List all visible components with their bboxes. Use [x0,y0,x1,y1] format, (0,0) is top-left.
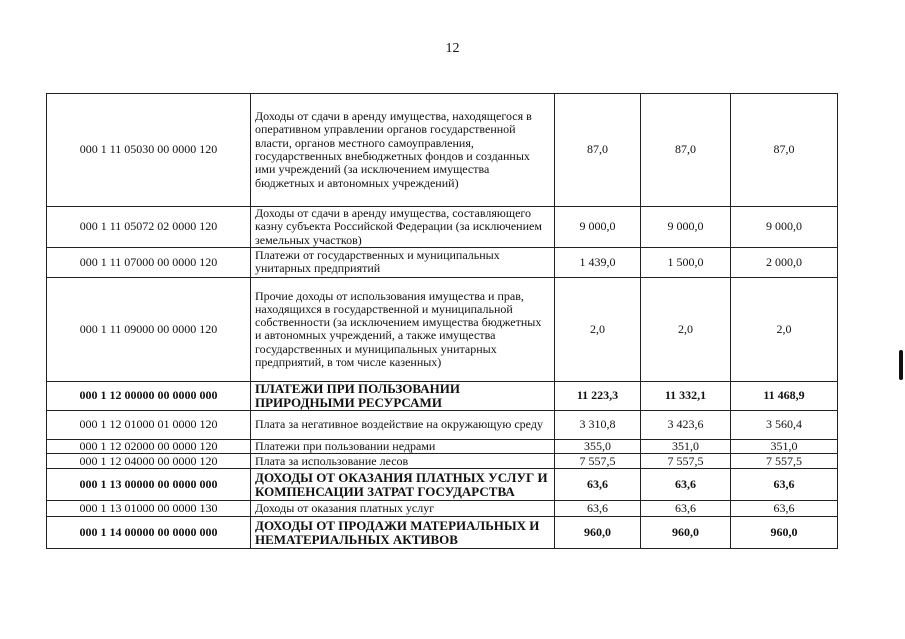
value-year-3: 11 468,9 [731,381,838,410]
budget-code: 000 1 11 05030 00 0000 120 [47,94,251,207]
value-year-3: 2,0 [731,277,838,381]
value-year-3: 960,0 [731,517,838,549]
table-row [47,207,838,248]
value-year-2: 960,0 [641,517,731,549]
budget-code: 000 1 13 00000 00 0000 000 [47,469,251,501]
table-row [47,247,838,277]
value-year-2: 87,0 [641,94,731,207]
value-year-1: 63,6 [555,469,641,501]
value-year-2: 9 000,0 [641,207,731,248]
income-name: Доходы от оказания платных услуг [251,501,555,517]
table-row [47,439,838,453]
income-name: ПЛАТЕЖИ ПРИ ПОЛЬЗОВАНИИ ПРИРОДНЫМИ РЕСУРСАМИ [251,381,555,410]
value-year-3: 351,0 [731,439,838,453]
value-year-2: 63,6 [641,501,731,517]
value-year-1: 3 310,8 [555,410,641,439]
binding-mark [899,350,903,380]
table-row [47,517,838,549]
value-year-1: 63,6 [555,501,641,517]
value-year-1: 87,0 [555,94,641,207]
page-number: 12 [445,41,460,56]
table-row [47,94,838,207]
value-year-2: 3 423,6 [641,410,731,439]
value-year-2: 2,0 [641,277,731,381]
table-row [47,501,838,517]
value-year-3: 9 000,0 [731,207,838,248]
income-name: Плата за использование лесов [251,454,555,469]
table-row [47,410,838,439]
value-year-3: 63,6 [731,501,838,517]
value-year-1: 7 557,5 [555,454,641,469]
table-row [47,469,838,501]
value-year-2: 11 332,1 [641,381,731,410]
value-year-1: 11 223,3 [555,381,641,410]
budget-code: 000 1 12 01000 01 0000 120 [47,410,251,439]
value-year-2: 7 557,5 [641,454,731,469]
value-year-1: 355,0 [555,439,641,453]
table-row [47,277,838,381]
budget-code: 000 1 13 01000 00 0000 130 [47,501,251,517]
value-year-1: 2,0 [555,277,641,381]
value-year-1: 9 000,0 [555,207,641,248]
income-name: Доходы от сдачи в аренду имущества, составляющего казну субъекта Российской Федерации (за исключением земельных участков) [251,207,555,248]
income-name: ДОХОДЫ ОТ ПРОДАЖИ МАТЕРИАЛЬНЫХ И НЕМАТЕРИАЛЬНЫХ АКТИВОВ [251,517,555,549]
income-name: Платежи при пользовании недрами [251,439,555,453]
table-row [47,381,838,410]
budget-code: 000 1 12 02000 00 0000 120 [47,439,251,453]
table-row [47,454,838,469]
value-year-2: 63,6 [641,469,731,501]
budget-code: 000 1 12 00000 00 0000 000 [47,381,251,410]
value-year-3: 87,0 [731,94,838,207]
income-name: Платежи от государственных и муниципальных унитарных предприятий [251,247,555,277]
value-year-3: 63,6 [731,469,838,501]
revenue-table [46,93,838,549]
value-year-3: 2 000,0 [731,247,838,277]
income-name: Прочие доходы от использования имущества и прав, находящихся в государственной и муниципальной собственности (за исключением имущества бюджетных и автономных учреждений, а также имущества государственных и муниципальных унитарных предприятий, в том числе казенных) [251,277,555,381]
value-year-3: 7 557,5 [731,454,838,469]
budget-code: 000 1 12 04000 00 0000 120 [47,454,251,469]
value-year-1: 1 439,0 [555,247,641,277]
value-year-2: 351,0 [641,439,731,453]
value-year-3: 3 560,4 [731,410,838,439]
budget-code: 000 1 11 05072 02 0000 120 [47,207,251,248]
value-year-1: 960,0 [555,517,641,549]
value-year-2: 1 500,0 [641,247,731,277]
income-name: Плата за негативное воздействие на окружающую среду [251,410,555,439]
income-name: Доходы от сдачи в аренду имущества, находящегося в оперативном управлении органов государственной власти, органов местного самоуправления, государственных внебюджетных фондов и созданных ими учреждений (за исключением имущества бюджетных и автономных учреждений) [251,94,555,207]
budget-code: 000 1 14 00000 00 0000 000 [47,517,251,549]
budget-code: 000 1 11 07000 00 0000 120 [47,247,251,277]
income-name: ДОХОДЫ ОТ ОКАЗАНИЯ ПЛАТНЫХ УСЛУГ И КОМПЕНСАЦИИ ЗАТРАТ ГОСУДАРСТВА [251,469,555,501]
budget-code: 000 1 11 09000 00 0000 120 [47,277,251,381]
